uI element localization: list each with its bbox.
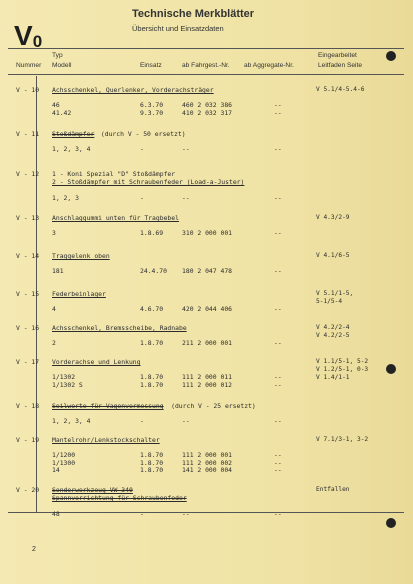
page-number: 2 [32, 546, 36, 553]
entry-aggregate-nr: -- [274, 305, 282, 313]
col-header-eingearbeitet: Eingearbeitet [318, 52, 357, 59]
entry-einsatz: 6.3.70 [140, 101, 164, 109]
entry-fahrgestell-nr: -- [182, 417, 190, 425]
row-number: V - 14 [16, 252, 40, 260]
entry-model: 1, 2, 3, 4 [52, 145, 91, 153]
entry-fahrgestell-nr: 410 2 032 317 [182, 108, 233, 117]
leitfaden-ref: V 5.1/4-5.4-6 [316, 86, 365, 93]
entry-model: 48 [52, 510, 60, 518]
row-title: 1 - Koni Spezial "D" Stoßdämpfer [52, 170, 176, 178]
vw-logo-mark: $V_0$ [14, 20, 43, 51]
entry-aggregate-nr: -- [274, 145, 282, 153]
row-number: V - 11 [16, 130, 40, 138]
entry-aggregate-nr: -- [274, 194, 282, 202]
entry-model: 181 [52, 267, 64, 275]
entry-einsatz: - [140, 510, 144, 518]
entry-model: 41.42 [52, 108, 72, 117]
leitfaden-ref: V 5.1/1-5, [316, 290, 354, 297]
entry-model: 2 [52, 339, 56, 347]
entry-aggregate-nr: -- [274, 466, 282, 474]
footer-rule [8, 512, 404, 513]
entry-fahrgestell-nr: 111 2 000 002 [182, 458, 233, 467]
entry-model: 1/1302 S [52, 380, 83, 389]
entry-einsatz: - [140, 194, 144, 202]
leitfaden-refs [316, 252, 350, 260]
col-header-aggregate: ab Aggregate-Nr. [244, 62, 294, 69]
entry-einsatz: 4.6.70 [140, 305, 164, 313]
entry-einsatz: 1.8.70 [140, 373, 164, 381]
row-number: V - 17 [16, 358, 40, 366]
col-header-einsatz: Einsatz [140, 62, 162, 69]
entry-model: 3 [52, 229, 56, 237]
entry-einsatz: - [140, 417, 144, 425]
punch-hole-middle [386, 364, 396, 374]
entry-aggregate-nr: -- [274, 267, 282, 275]
entry-fahrgestell-nr: 180 2 047 478 [182, 267, 233, 275]
entry-einsatz: - [140, 145, 144, 153]
leitfaden-ref: V 1.1/5-1, 5-2 [316, 358, 369, 365]
leitfaden-ref: V 7.1/3-1, 3-2 [316, 436, 369, 443]
entry-model: 1/1302 [52, 373, 76, 381]
leitfaden-ref: V 4.2/2-5 [316, 332, 350, 339]
leitfaden-ref: V 4.3/2-9 [316, 214, 350, 221]
entry-fahrgestell-nr: -- [182, 145, 190, 153]
leitfaden-ref: V 1.4/1-1 [316, 374, 350, 381]
row-title: Stoßdämpfer [52, 130, 95, 138]
col-header-typ: Typ [52, 52, 63, 59]
row-number: V - 19 [16, 436, 40, 444]
entry-fahrgestell-nr: 310 2 000 001 [182, 229, 233, 237]
entry-einsatz: 1.8.70 [140, 466, 164, 474]
leitfaden-ref: 5-1/5-4 [316, 298, 343, 305]
entry-aggregate-nr: -- [274, 339, 282, 347]
entry-fahrgestell-nr: 460 2 032 386 [182, 101, 233, 109]
row-note: (durch V - 50 ersetzt) [100, 130, 186, 138]
leitfaden-ref: V 1.2/5-1, 0-3 [316, 366, 369, 373]
leitfaden-refs [316, 358, 368, 382]
entry-fahrgestell-nr: -- [182, 510, 190, 518]
row-number: V - 18 [16, 402, 40, 410]
row-number: V - 12 [16, 170, 40, 178]
entry-einsatz: 9.3.70 [140, 108, 164, 117]
entry-fahrgestell-nr: -- [182, 194, 190, 202]
entry-aggregate-nr: -- [274, 101, 282, 109]
col-header-modell: Modell [52, 62, 72, 69]
row-title: Sonderwerkzeug VW 340 [52, 486, 133, 494]
entry-model: 1, 2, 3, 4 [52, 417, 91, 425]
row-title: Seilwerte für Vagenvermessung [52, 402, 164, 410]
row-title: Mantelrohr/Lenkstockschalter [52, 436, 160, 444]
entry-model: 14 [52, 466, 60, 474]
entry-model: 4 [52, 305, 56, 313]
entry-model: 1/1300 [52, 458, 76, 467]
entry-fahrgestell-nr: 141 2 000 004 [182, 466, 233, 474]
row-title: Traggelenk oben [52, 252, 110, 260]
leitfaden-ref: Entfallen [316, 486, 350, 493]
entry-fahrgestell-nr: 420 2 044 406 [182, 305, 233, 313]
row-title: Federbeinlager [52, 290, 106, 298]
leitfaden-refs [316, 290, 353, 306]
header-rule-top [8, 48, 404, 49]
page-subtitle: Übersicht und Einsatzdaten [132, 24, 224, 33]
row-title: Vorderachse und Lenkung [52, 358, 141, 366]
leitfaden-refs [316, 436, 368, 444]
entry-einsatz: 1.8.70 [140, 451, 164, 459]
entry-aggregate-nr: -- [274, 229, 282, 237]
entry-einsatz: 1.8.70 [140, 458, 164, 467]
entry-aggregate-nr: -- [274, 510, 282, 518]
row-number: V - 13 [16, 214, 40, 222]
leitfaden-refs [316, 86, 364, 94]
entry-einsatz: 1.8.69 [140, 229, 164, 237]
entry-aggregate-nr: -- [274, 108, 282, 117]
leitfaden-ref: V 4.1/6-5 [316, 252, 350, 259]
header-rule-bottom [8, 74, 404, 75]
row-title: Anschlaggummi unten für Tragbebel [52, 214, 179, 222]
col-header-leitfaden: Leitfaden Seite [318, 62, 362, 69]
leitfaden-refs [316, 486, 350, 494]
leitfaden-refs [316, 214, 350, 222]
entry-einsatz: 24.4.70 [140, 267, 167, 275]
punch-hole-bottom [386, 518, 396, 528]
entry-model: 46 [52, 101, 60, 109]
leitfaden-ref: V 4.2/2-4 [316, 324, 350, 331]
row-note: (durch V - 25 ersetzt) [171, 402, 256, 410]
entry-fahrgestell-nr: 111 2 000 011 [182, 373, 233, 381]
row-number: V - 15 [16, 290, 40, 298]
entry-fahrgestell-nr: 211 2 000 001 [182, 339, 233, 347]
entry-fahrgestell-nr: 111 2 000 001 [182, 451, 233, 459]
entry-aggregate-nr: -- [274, 373, 282, 381]
entry-aggregate-nr: -- [274, 417, 282, 425]
entry-einsatz: 1.8.70 [140, 380, 164, 389]
col-header-fahrgestell: ab Fahrgest.-Nr. [182, 62, 230, 69]
entry-aggregate-nr: -- [274, 380, 282, 389]
col-header-nummer: Nummer [16, 62, 42, 69]
row-number: V - 16 [16, 324, 40, 332]
entry-einsatz: 1.8.70 [140, 339, 164, 347]
entry-aggregate-nr: -- [274, 458, 282, 467]
row-title-second-line: Spannvorrichtung für Schraubenfeder [52, 494, 187, 502]
entry-fahrgestell-nr: 111 2 000 012 [182, 380, 233, 389]
row-number: V - 20 [16, 486, 40, 494]
entry-model: 1/1200 [52, 451, 76, 459]
row-title: Achsschenkel, Querlenker, Vorderachsträger [52, 86, 214, 94]
row-title: Achsschenkel, Bremsscheibe, Radnabe [52, 324, 187, 332]
punch-hole-top [386, 51, 396, 61]
page-title: Technische Merkblätter [132, 8, 255, 20]
entry-model: 1, 2, 3 [52, 194, 79, 202]
row-title-second-line: 2 - Stoßdämpfer mit Schraubenfeder (Load-a-Juster) [52, 178, 245, 186]
entry-aggregate-nr: -- [274, 451, 282, 459]
row-number: V - 10 [16, 86, 40, 94]
leitfaden-refs [316, 324, 350, 340]
